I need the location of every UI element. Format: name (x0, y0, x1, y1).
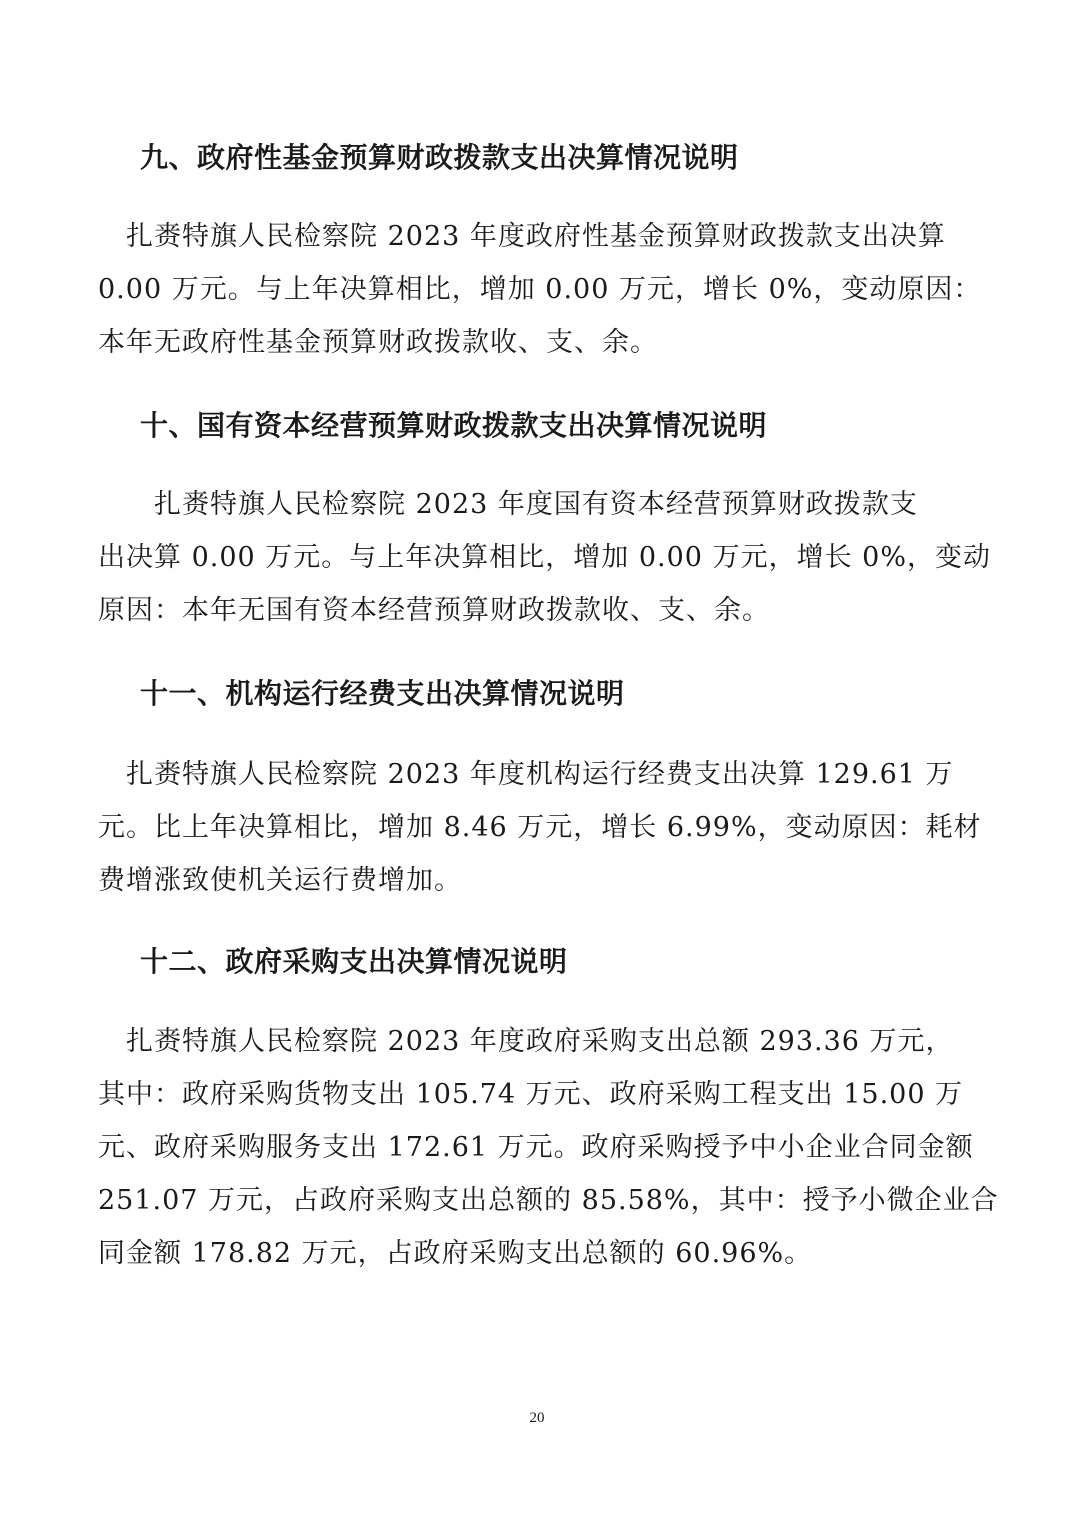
paragraph-line: 扎赉特旗人民检察院 2023 年度机构运行经费支出决算 129.61 万 (98, 759, 954, 790)
paragraph-line: 元。比上年决算相比，增加 8.46 万元，增长 6.99%，变动原因：耗材 (98, 812, 982, 843)
paragraph-line: 原因：本年无国有资本经营预算财政拨款收、支、余。 (98, 595, 770, 626)
section-heading: 十、国有资本经营预算财政拨款支出决算情况说明 (140, 409, 768, 442)
paragraph-line: 元、政府采购服务支出 172.61 万元。政府采购授予中小企业合同金额 (98, 1132, 974, 1163)
paragraph-line: 本年无政府性基金预算财政拨款收、支、余。 (98, 327, 658, 358)
paragraph-line: 扎赉特旗人民检察院 2023 年度国有资本经营预算财政拨款支 (98, 489, 918, 520)
paragraph-line: 同金额 178.82 万元，占政府采购支出总额的 60.96%。 (98, 1238, 813, 1269)
section-paragraph (98, 748, 982, 907)
paragraph-line: 251.07 万元，占政府采购支出总额的 85.58%，其中：授予小微企业合 (98, 1185, 999, 1216)
section-heading: 十二、政府采购支出决算情况说明 (140, 945, 568, 978)
paragraph-line: 出决算 0.00 万元。与上年决算相比，增加 0.00 万元，增长 0%，变动 (98, 542, 991, 573)
section-paragraph (98, 1015, 999, 1280)
page-number: 20 (529, 1410, 545, 1426)
section-paragraph (98, 210, 982, 369)
paragraph-line: 扎赉特旗人民检察院 2023 年度政府采购支出总额 293.36 万元， (98, 1026, 954, 1057)
paragraph-line: 其中：政府采购货物支出 105.74 万元、政府采购工程支出 15.00 万 (98, 1079, 964, 1110)
section-paragraph (98, 478, 991, 637)
paragraph-line: 0.00 万元。与上年决算相比，增加 0.00 万元，增长 0%，变动原因： (98, 274, 982, 305)
paragraph-line: 费增涨致使机关运行费增加。 (98, 865, 462, 896)
section-heading: 十一、机构运行经费支出决算情况说明 (140, 677, 625, 710)
paragraph-line: 扎赉特旗人民检察院 2023 年度政府性基金预算财政拨款支出决算 (98, 221, 946, 252)
section-heading: 九、政府性基金预算财政拨款支出决算情况说明 (140, 141, 739, 174)
